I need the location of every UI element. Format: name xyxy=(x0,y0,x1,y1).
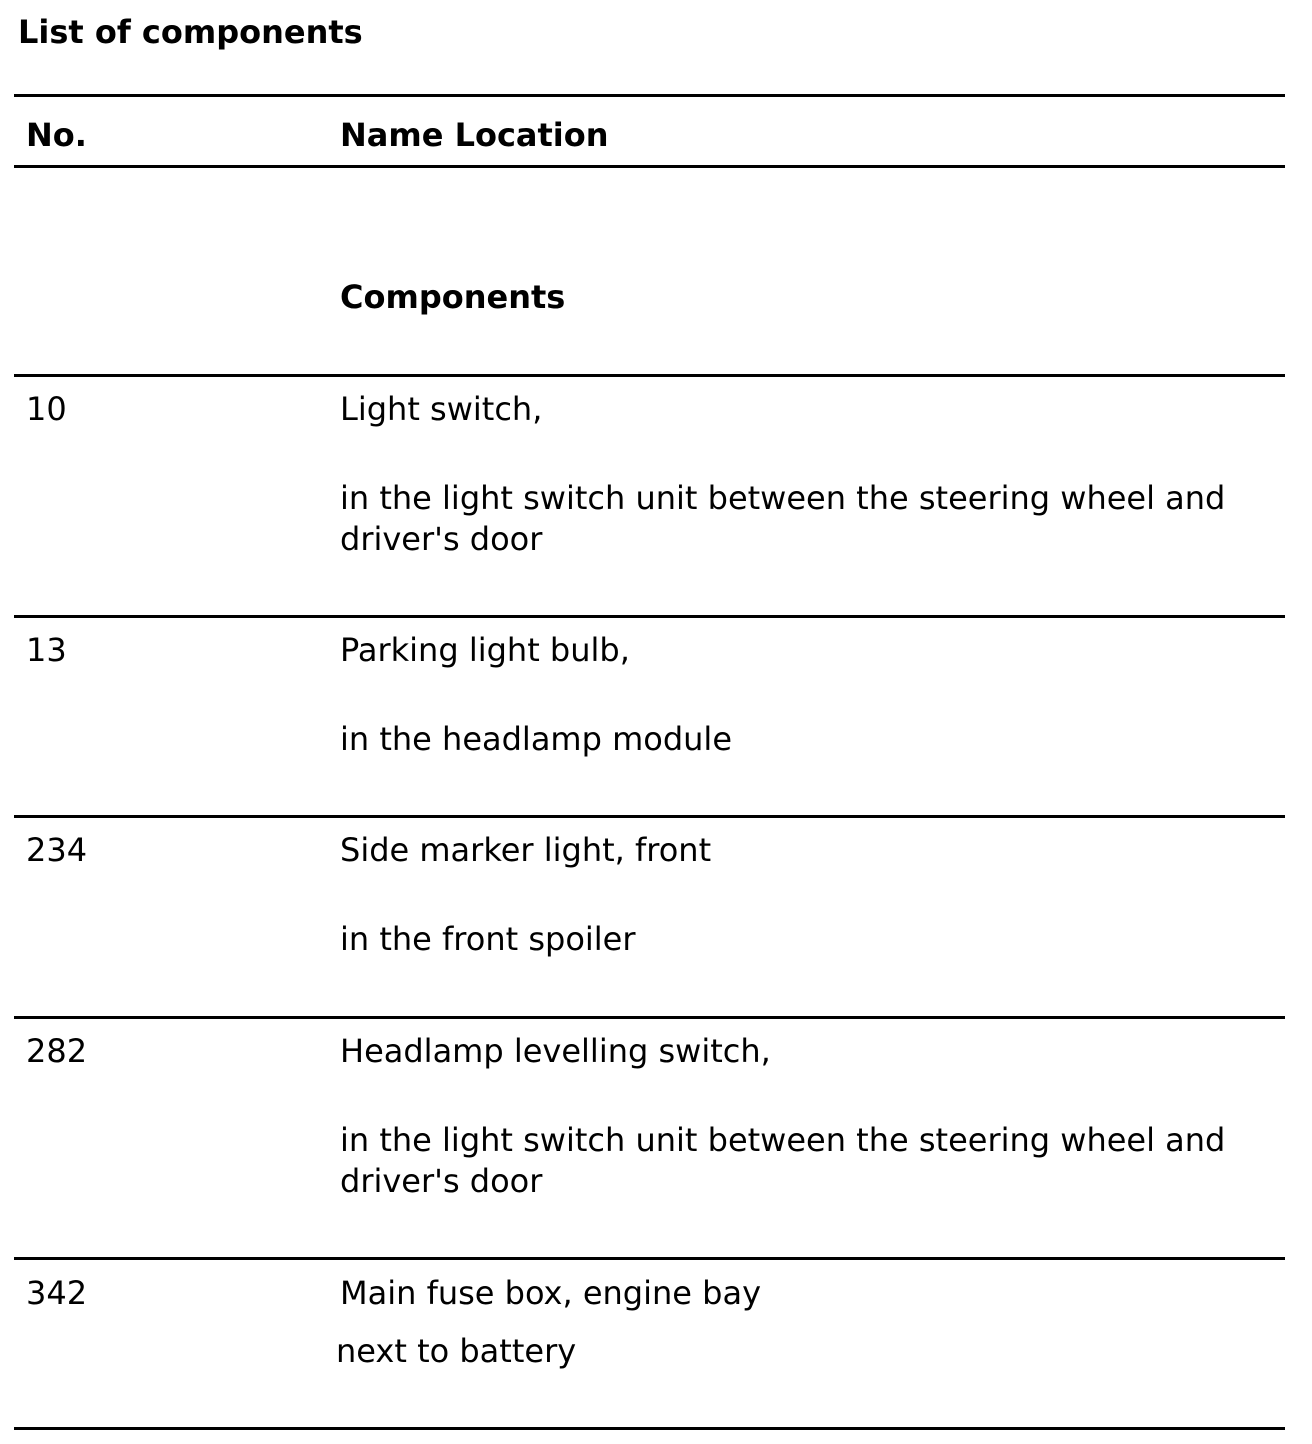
row-divider xyxy=(14,815,1285,818)
row-number: 342 xyxy=(26,1274,88,1312)
row-location: in the light switch unit between the steering wheel and driver's door xyxy=(340,479,1226,558)
table-top-rule xyxy=(14,94,1285,97)
row-number: 282 xyxy=(26,1032,88,1070)
row-name: Side marker light, front xyxy=(340,831,712,869)
header-name-location: Name Location xyxy=(340,116,609,154)
section-heading: Components xyxy=(340,278,566,316)
row-number: 13 xyxy=(26,631,67,669)
document-title: List of components xyxy=(18,13,363,51)
row-name: Headlamp levelling switch, xyxy=(340,1032,771,1070)
header-no: No. xyxy=(26,116,87,154)
row-divider xyxy=(14,374,1285,377)
table-bottom-rule xyxy=(14,1427,1285,1430)
row-number: 10 xyxy=(26,390,67,428)
header-bottom-rule xyxy=(14,165,1285,168)
row-number: 234 xyxy=(26,831,88,869)
row-divider xyxy=(14,1016,1285,1019)
row-location: in the headlamp module xyxy=(340,720,732,758)
row-name: Light switch, xyxy=(340,390,543,428)
row-divider xyxy=(14,1257,1285,1260)
row-location: in the light switch unit between the steering wheel and driver's door xyxy=(340,1121,1226,1200)
row-location: next to battery xyxy=(336,1332,577,1370)
row-divider xyxy=(14,615,1285,618)
row-name: Parking light bulb, xyxy=(340,631,630,669)
row-name: Main fuse box, engine bay xyxy=(340,1274,761,1312)
row-location: in the front spoiler xyxy=(340,920,636,958)
